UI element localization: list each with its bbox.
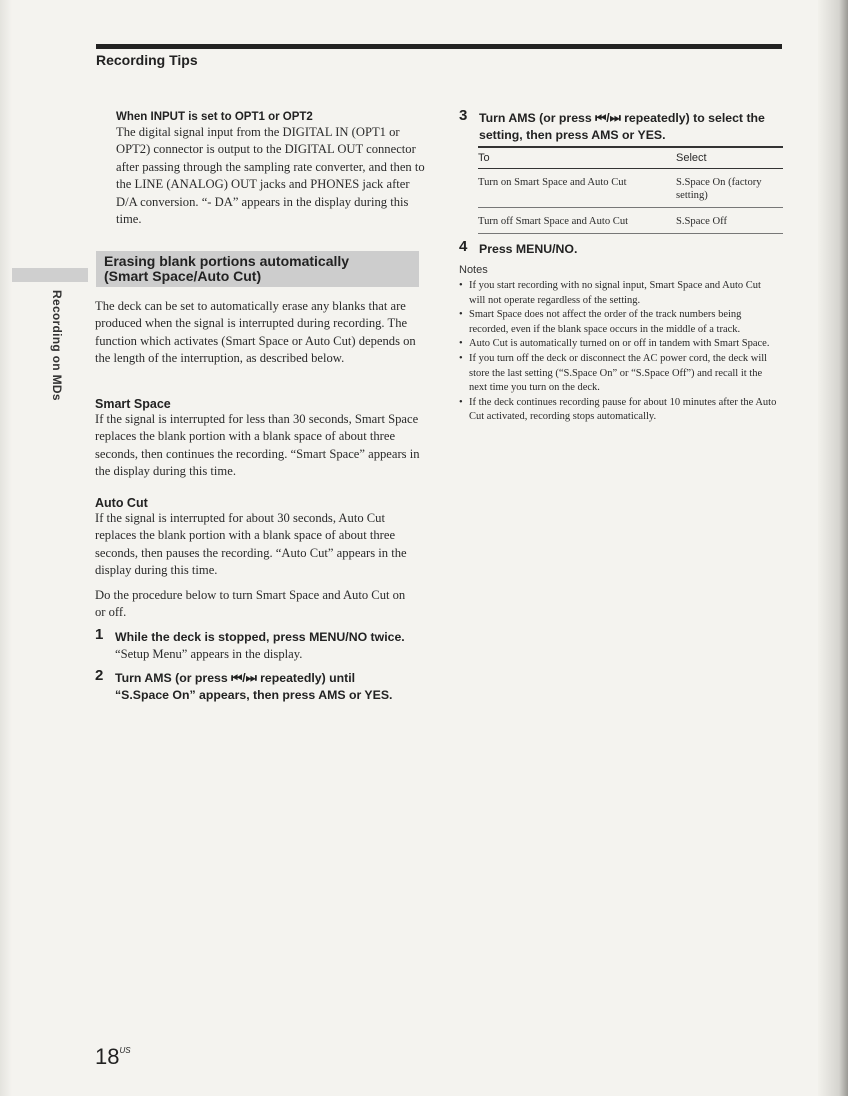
step-3-text: Turn AMS (or press ⏮/⏭ repeatedly) to select the setting, then press AMS or YES. [479,111,765,142]
step-1-text: While the deck is stopped, press MENU/NO twice. [115,630,405,644]
step-1-number: 1 [95,626,104,643]
settings-table [478,146,783,234]
table-row [478,208,783,234]
table-header-select: Select [676,147,783,169]
input-tip [116,111,426,228]
notes-list [459,279,779,425]
note-item: • If you start recording with no signal input, Smart Space and Auto Cut will not operate regardless of the setting. [459,279,779,308]
step-1-detail: “Setup Menu” appears in the display. [115,647,303,661]
step-2-text: Turn AMS (or press ⏮/⏭ repeatedly) until “S.Space On” appears, then press AMS or YES. [115,671,393,702]
auto-cut-block [95,496,425,580]
step-4-text: Press MENU/NO. [479,242,578,256]
smart-space-text: If the signal is interrupted for less than 30 seconds, Smart Space replaces the blank portion with a blank space of about three seconds, then continues the recording. “Smart Space” appears in the display during this time. [95,412,420,479]
section-intro: The deck can be set to automatically erase any blanks that are produced when the signal is interrupted during recording. The function which activates (Smart Space or Auto Cut) depends on the length of the interruption, as described below. [95,299,416,366]
table-cell: Turn on Smart Space and Auto Cut [478,169,676,208]
step-4-number: 4 [459,238,468,255]
table-header-row [478,147,783,169]
side-tab-bar [12,268,88,282]
note-item: • If you turn off the deck or disconnect the AC power cord, the deck will store the last setting (“S.Space On” or “S.Space Off”) and recall it the next time you turn on the deck. [459,352,779,396]
auto-cut-text: If the signal is interrupted for about 30 seconds, Auto Cut replaces the blank portion with a blank space of about three seconds, then pauses the recording. “Auto Cut” appears in the display during this time. [95,511,407,578]
table-cell: S.Space On (factory setting) [676,169,783,208]
procedure-intro: Do the procedure below to turn Smart Space and Auto Cut on or off. [95,588,406,620]
note-item: • Auto Cut is automatically turned on or off in tandem with Smart Space. [459,337,779,352]
input-tip-heading: When INPUT is set to OPT1 or OPT2 [116,111,313,123]
page-number [95,1044,131,1070]
input-tip-text: The digital signal input from the DIGITAL IN (OPT1 or OPT2) connector is output to the DIGITAL OUT connector after passing through the sampling rate converter, and then to the LINE (ANALOG) OUT jacks and PHONES jack after D/A conversion. “- DA” appears in the display during this time. [116,125,425,227]
table-cell: S.Space Off [676,208,783,234]
table-row [478,169,783,208]
side-tab-label: Recording on MDs [50,290,64,401]
page-left-edge [0,0,12,1096]
header-rule [96,44,782,49]
section-banner [96,251,419,287]
step-3-number: 3 [459,107,468,124]
page-header-title: Recording Tips [96,52,198,68]
page-binding-edge [818,0,848,1096]
table-cell: Turn off Smart Space and Auto Cut [478,208,676,234]
smart-space-heading: Smart Space [95,397,171,411]
notes-heading: Notes [459,264,488,276]
table-header-to: To [478,147,676,169]
page-number-value: 18 [95,1044,120,1069]
note-item: • Smart Space does not affect the order of the track numbers being recorded, even if the blank space occurs in the middle of a track. [459,308,779,337]
note-item: • If the deck continues recording pause for about 10 minutes after the Auto Cut activated, recording stops automatically. [459,396,779,425]
smart-space-block [95,397,425,481]
step-2-number: 2 [95,667,104,684]
section-title-line2: (Smart Space/Auto Cut) [104,268,262,284]
auto-cut-heading: Auto Cut [95,496,148,510]
section-title-line1: Erasing blank portions automatically [104,253,350,269]
page-number-suffix: US [119,1046,131,1055]
